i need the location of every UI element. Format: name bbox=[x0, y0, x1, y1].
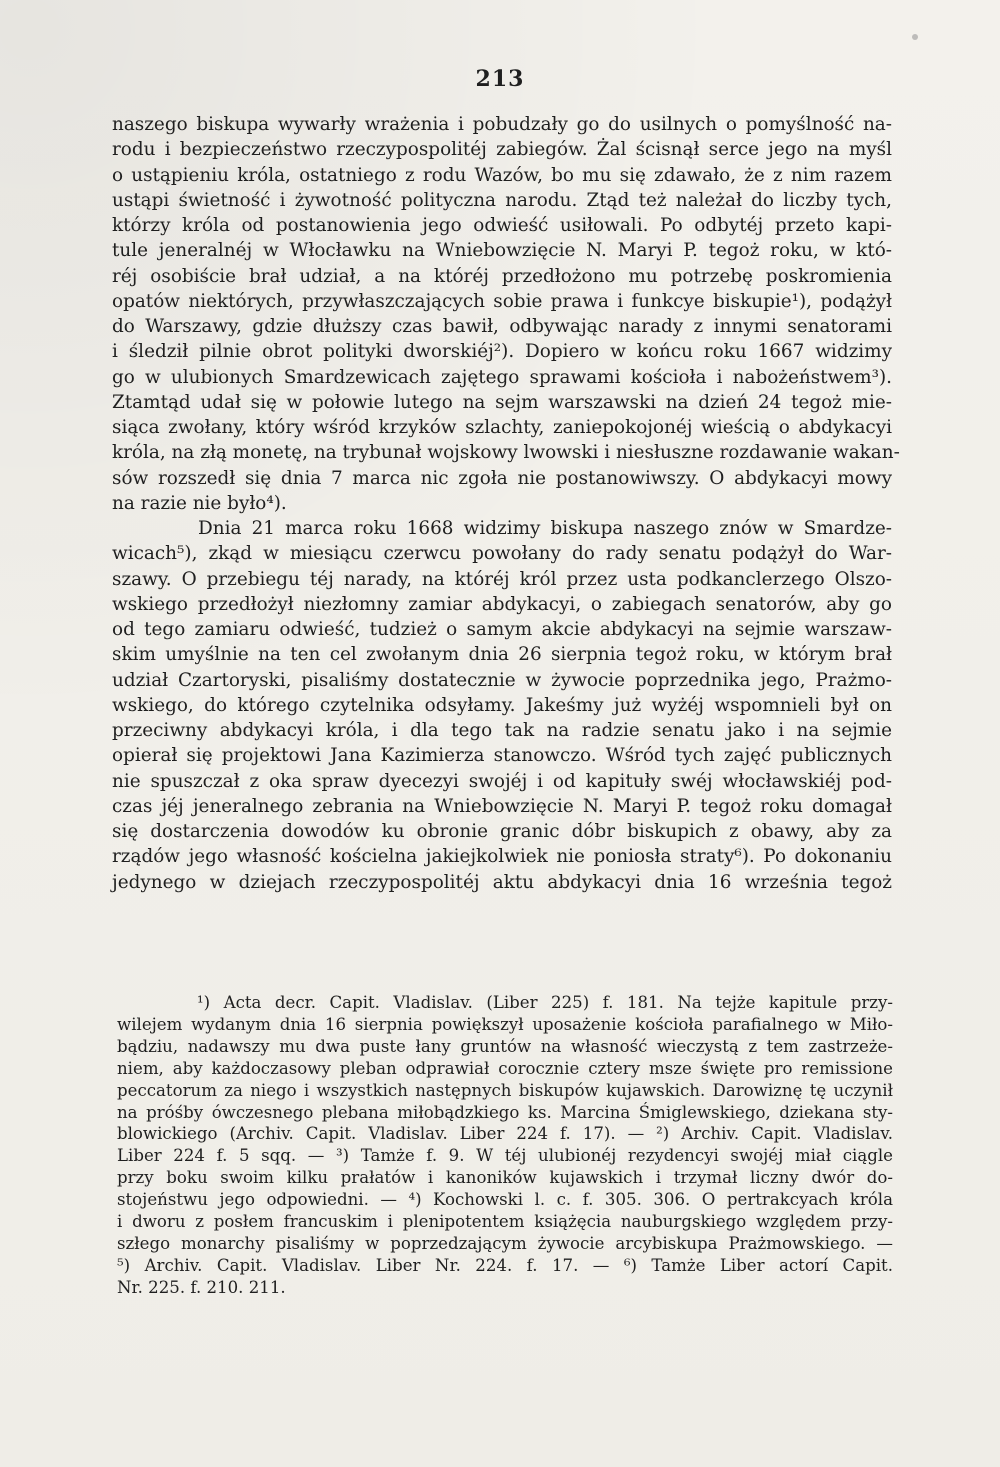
footnotes bbox=[117, 992, 893, 1299]
footnote-line: Liber 224 f. 5 sqq. — ³) Tamże f. 9. W téj ulubionéj rezydencyi swojéj miał ciągle bbox=[117, 1146, 893, 1166]
text-line: o ustąpieniu króla, ostatniego z rodu Wazów, bo mu się zdawało, że z nim razem bbox=[112, 164, 892, 186]
text-line: przeciwny abdykacyi króla, i dla tego tak na radzie senatu jako i na sejmie bbox=[112, 720, 892, 741]
footnote-line: peccatorum za niego i wszystkich następnych biskupów kujawskich. Darowiznę tę uczynił bbox=[117, 1080, 893, 1100]
text-line: siąca zwołany, który wśród krzyków szlachty, zaniepokojonéj wieścią o abdykacyi bbox=[112, 417, 892, 438]
footnote-line: stojeństwu jego odpowiedni. — ⁴) Kochowski l. c. f. 305. 306. O pertrakcyach króla bbox=[117, 1190, 893, 1210]
text-line: rządów jego własność kościelna jakiejkolwiek nie poniosła straty⁶). Po dokonaniu bbox=[112, 846, 892, 868]
text-line: którzy króla od postanowienia jego odwieść usiłowali. Po odbytéj przeto kapi- bbox=[112, 215, 892, 236]
text-line: tule jeneralnéj w Włocławku na Wniebowzięcie N. Maryi P. tegoż roku, w któ- bbox=[112, 240, 892, 262]
footnote-line: wilejem wydanym dnia 16 sierpnia powiększył uposażenie kościoła parafialnego w Miło- bbox=[117, 1014, 893, 1034]
paragraph-start-line: Dnia 21 marca roku 1668 widzimy biskupa naszego znów w Smardze- bbox=[198, 518, 892, 539]
paper-speck bbox=[912, 34, 918, 40]
text-line: skim umyślnie na ten cel zwołanym dnia 26 sierpnia tegoż roku, w którym brał bbox=[112, 644, 892, 666]
text-line: jedynego w dziejach rzeczypospolitéj aktu abdykacyi dnia 16 września tegoż bbox=[112, 871, 892, 893]
footnote-line: szłego monarchy pisaliśmy w poprzedzającym żywocie arcybiskupa Prażmowskiego. — bbox=[117, 1233, 893, 1253]
text-line: réj osobiście brał udział, a na któréj przedłożono mu potrzebę poskromienia bbox=[112, 265, 892, 287]
paragraph-end-line: na razie nie było⁴). bbox=[112, 492, 287, 514]
footnote-line: niem, aby każdoczasowy pleban odprawiał corocznie cztery msze święte pro remissione bbox=[117, 1058, 893, 1078]
footnote-line: Nr. 225. f. 210. 211. bbox=[117, 1277, 286, 1297]
footnote-line: i dworu z posłem francuskim i plenipotentem książęcia nauburgskiego względem przy- bbox=[117, 1212, 893, 1232]
text-line: Ztamtąd udał się w połowie lutego na sejm warszawski na dzień 24 tegoż mie- bbox=[112, 391, 892, 413]
main-text bbox=[112, 112, 900, 895]
footnote-line: ¹) Acta decr. Capit. Vladislav. (Liber 225) f. 181. Na tejże kapitule przy- bbox=[197, 993, 893, 1012]
text-line: opatów niektórych, przywłaszczających sobie prawa i funkcye biskupie¹), podążył bbox=[112, 290, 892, 312]
text-line: wskiego przedłożył niezłomny zamiar abdykacyi, o zabiegach senatorów, aby go bbox=[112, 593, 892, 615]
page-number: 213 bbox=[475, 66, 525, 92]
text-line: udział Czartoryski, pisaliśmy dostatecznie w żywocie poprzednika jego, Prażmo- bbox=[112, 669, 892, 691]
text-line: nie spuszczał z oka spraw dyecezyi swojéj i od kapituły swéj włocławskiéj pod- bbox=[112, 770, 892, 792]
text-line: czas jéj jeneralnego zebrania na Wniebowzięcie N. Maryi P. tegoż roku domagał bbox=[112, 795, 892, 817]
footnote-line: ⁵) Archiv. Capit. Vladislav. Liber Nr. 224. f. 17. — ⁶) Tamże Liber actorí Capit. bbox=[117, 1255, 893, 1275]
footnote-line: na próśby ówczesnego plebana miłobądzkiego ks. Marcina Śmiglewskiego, dziekana sty- bbox=[117, 1102, 893, 1122]
footnote-line: blowickiego (Archiv. Capit. Vladislav. Liber 224 f. 17). — ²) Archiv. Capit. Vladislav. bbox=[117, 1124, 893, 1144]
text-line: ustąpi świetność i żywotność polityczna narodu. Ztąd też należał do liczby tych, bbox=[112, 189, 892, 211]
text-line: wicach⁵), zkąd w miesiącu czerwcu powołany do rady senatu podążył do War- bbox=[112, 543, 892, 565]
text-line: króla, na złą monetę, na trybunał wojskowy lwowski i niesłuszne rozdawanie wakan- bbox=[112, 442, 900, 464]
text-line: opierał się projektowi Jana Kazimierza stanowczo. Wśród tych zajęć publicznych bbox=[112, 745, 892, 767]
footnote-line: bądziu, nadawszy mu dwa puste łany gruntów na własność wieczystą z tem zastrzeże- bbox=[117, 1036, 893, 1056]
text-line: rodu i bezpieczeństwo rzeczypospolitéj zabiegów. Żal ścisnął serce jego na myśl bbox=[112, 139, 892, 161]
text-line: szawy. O przebiegu téj narady, na któréj król przez usta podkanclerzego Olszo- bbox=[112, 568, 892, 590]
text-line: sów rozszedł się dnia 7 marca nic zgoła nie postanowiwszy. O abdykacyi mowy bbox=[112, 467, 892, 489]
text-line: wskiego, do którego czytelnika odsyłamy. Jakeśmy już wyżéj wspomnieli był on bbox=[112, 694, 892, 716]
text-line: się dostarczenia dowodów ku obronie granic dóbr biskupich z obawy, aby za bbox=[112, 821, 892, 842]
text-line: go w ulubionych Smardzewicach zajętego sprawami kościoła i nabożeństwem³). bbox=[112, 366, 892, 388]
text-line: do Warszawy, gdzie dłuższy czas bawił, odbywając narady z innymi senatorami bbox=[112, 316, 892, 337]
text-line: naszego biskupa wywarły wrażenia i pobudzały go do usilnych o pomyślność na- bbox=[112, 114, 892, 135]
footnote-line: przy boku swoim kilku prałatów i kanoników kujawskich i trzymał liczny dwór do- bbox=[117, 1168, 893, 1188]
text-line: i śledził pilnie obrot polityki dworskiéj²). Dopiero w końcu roku 1667 widzimy bbox=[112, 341, 892, 363]
text-line: od tego zamiaru odwieść, tudzież o samym akcie abdykacyi na sejmie warszaw- bbox=[112, 619, 892, 640]
